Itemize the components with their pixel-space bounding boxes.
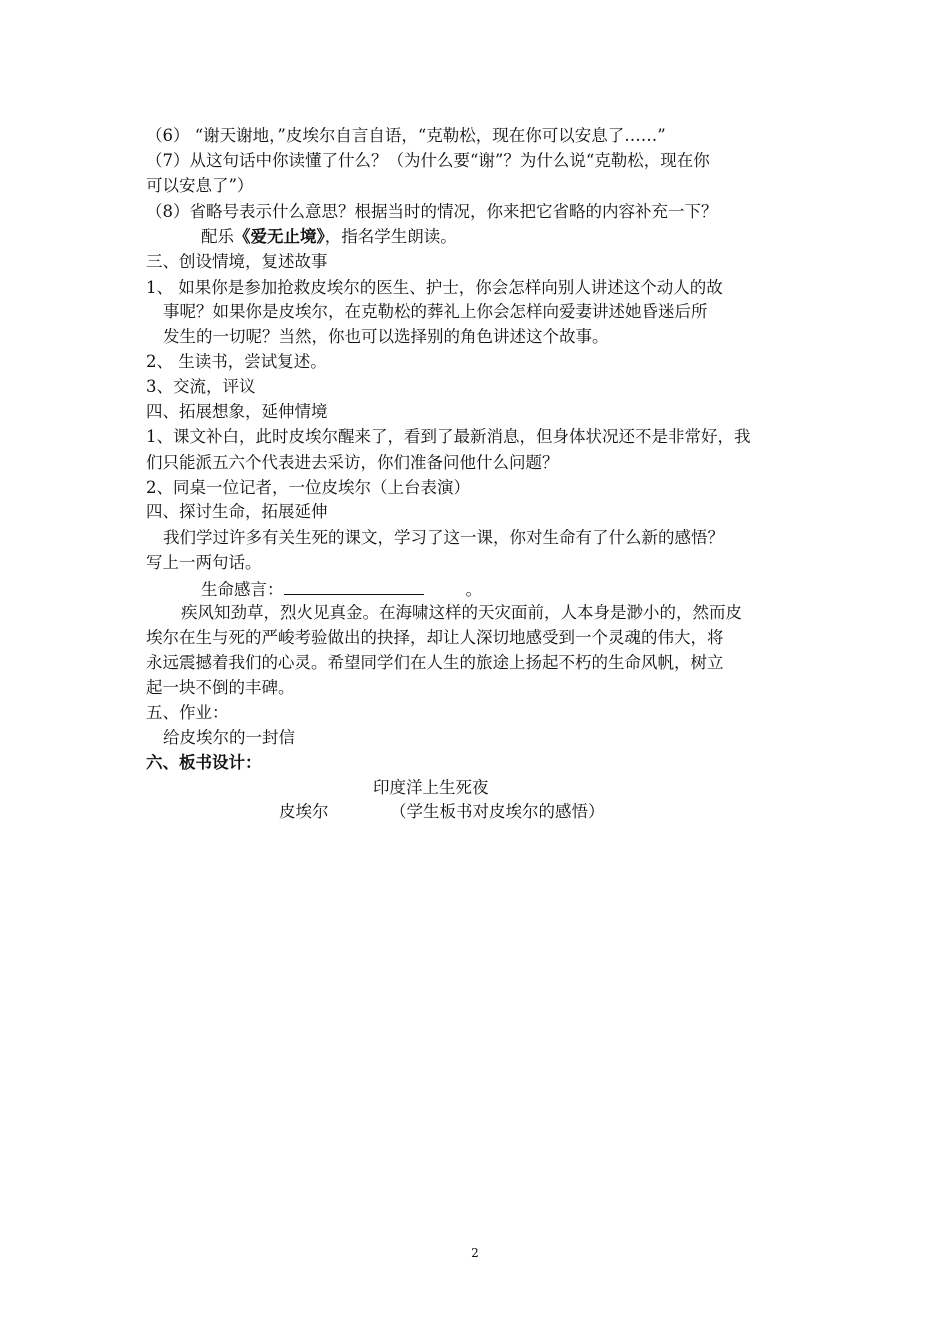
board-note: （学生板书对皮埃尔的感悟）	[390, 802, 605, 821]
music-line	[201, 225, 457, 249]
answer-blank	[284, 576, 424, 595]
text-line: 2、同桌一位记者，一位皮埃尔（上台表演）	[146, 478, 470, 497]
section-heading: 四、探讨生命，拓展延伸	[146, 502, 328, 521]
music-title: 《爱无止境》	[234, 227, 325, 246]
music-suffix: ，指名学生朗读。	[324, 227, 457, 246]
text-line: 埃尔在生与死的严峻考验做出的抉择，却让人深切地感受到一个灵魂的伟大，将	[146, 628, 724, 647]
section-heading-bold: 六、板书设计：	[146, 753, 262, 772]
text-line: 我们学过许多有关生死的课文，学习了这一课，你对生命有了什么新的感悟？	[163, 528, 724, 547]
text-line: 3、交流，评议	[146, 377, 256, 396]
text-line: （6） “谢天谢地，”皮埃尔自言自语，“克勒松，现在你可以安息了……”	[146, 126, 666, 145]
board-title: 印度洋上生死夜	[373, 778, 489, 797]
music-prefix: 配乐	[201, 227, 234, 246]
board-name: 皮埃尔	[279, 802, 329, 821]
life-end: 。	[465, 580, 482, 599]
text-line: 2、 生读书，尝试复述。	[146, 352, 327, 371]
text-line: 事呢？如果你是皮埃尔，在克勒松的葬礼上你会怎样向爱妻讲述她昏迷后所	[163, 302, 708, 321]
section-heading: 五、作业：	[146, 703, 229, 722]
text-line: 们只能派五六个代表进去采访，你们准备问他什么问题？	[146, 453, 559, 472]
section-heading: 四、拓展想象，延伸情境	[146, 402, 328, 421]
section-heading: 三、创设情境，复述故事	[146, 252, 328, 271]
text-line: （8）省略号表示什么意思？根据当时的情况，你来把它省略的内容补充一下？	[146, 202, 718, 221]
text-line: 1、课文补白，此时皮埃尔醒来了，看到了最新消息，但身体状况还不是非常好，我	[146, 427, 751, 446]
text-line: 永远震撼着我们的心灵。希望同学们在人生的旅途上扬起不朽的生命风帆，树立	[146, 653, 724, 672]
text-line: 发生的一切呢？当然，你也可以选择别的角色讲述这个故事。	[163, 327, 609, 346]
text-line: 给皮埃尔的一封信	[163, 728, 295, 747]
text-line: 起一块不倒的丰碑。	[146, 678, 295, 697]
text-line: 疾风知劲草，烈火见真金。在海啸这样的天灾面前，人本身是渺小的，然而皮	[181, 603, 742, 622]
text-line: 1、 如果你是参加抢救皮埃尔的医生、护士，你会怎样向别人讲述这个动人的故	[146, 278, 723, 297]
life-reflection-line	[201, 576, 482, 602]
text-line: 写上一两句话。	[146, 553, 262, 572]
page-number: 2	[471, 1246, 479, 1260]
life-label: 生命感言：	[201, 580, 284, 599]
text-line: （7）从这句话中你读懂了什么？（为什么要“谢”？为什么说“克勒松，现在你	[146, 151, 710, 170]
text-line: 可以安息了”）	[146, 176, 254, 195]
